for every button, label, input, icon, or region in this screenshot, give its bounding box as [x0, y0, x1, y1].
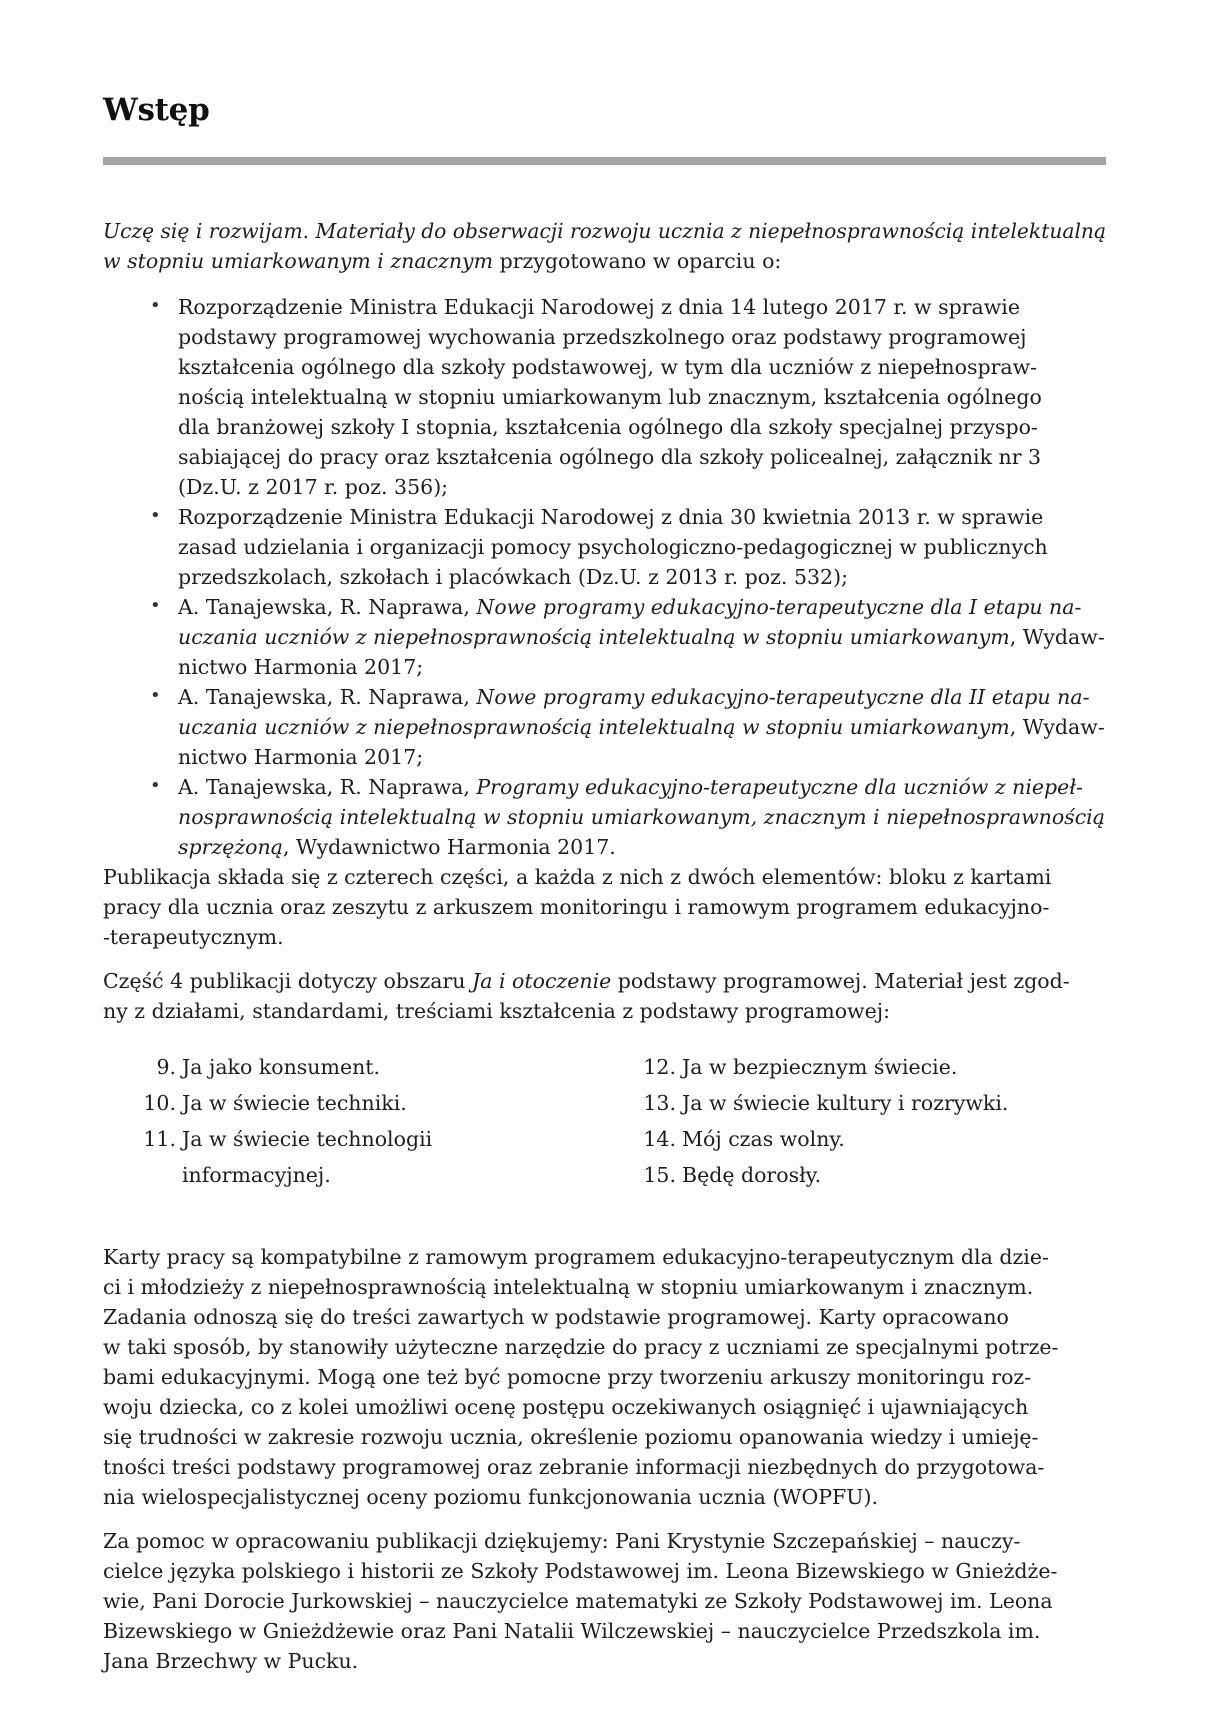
source-1-line: dla branżowej szkoły I stopnia, kształcenia ogólnego dla szkoły specjalnej przyspo- — [178, 415, 1038, 439]
topic-number: 11. — [143, 1127, 176, 1151]
paragraph-line: pracy dla ucznia oraz zeszytu z arkuszem monitoringu i ramowym programem edukacyjno- — [103, 895, 1050, 919]
paragraph-line: Publikacja składa się z czterech części, a każda z nich z dwóch elementów: bloku z kartami — [103, 865, 1052, 889]
topic-item — [140, 1088, 407, 1118]
intro-line-1 — [103, 216, 1107, 246]
topic-item — [640, 1052, 957, 1082]
topic-item — [140, 1052, 380, 1082]
source-authors: A. Tanajewska, R. Naprawa, — [178, 685, 477, 709]
page-title: Wstęp — [103, 92, 210, 128]
paragraph-line: Karty pracy są kompatybilne z ramowym programem edukacyjno-terapeutycznym dla dzie- — [103, 1245, 1049, 1269]
topic-item — [640, 1124, 845, 1154]
bullet-icon: • — [150, 775, 161, 796]
source-2-line: Rozporządzenie Ministra Edukacji Narodowej z dnia 30 kwietnia 2013 r. w sprawie — [178, 505, 1044, 529]
topic-item — [640, 1160, 821, 1190]
topic-number: 9. — [156, 1055, 176, 1079]
paragraph-line: się trudności w zakresie rozwoju ucznia, określenie poziomu opanowania wiedzy i umieję- — [103, 1425, 1039, 1449]
source-3-line: nictwo Harmonia 2017; — [178, 655, 424, 679]
source-title: uczania uczniów z niepełnosprawnością intelektualną w stopniu umiarkowanym — [178, 625, 1010, 649]
paragraph-line: ny z działami, standardami, treściami kształcenia z podstawy programowej: — [103, 999, 890, 1023]
topic-item — [140, 1160, 331, 1190]
topic-text: Ja w bezpiecznym świecie. — [682, 1055, 958, 1079]
topic-item — [640, 1088, 1008, 1118]
topic-text: informacyjnej. — [182, 1163, 331, 1187]
bullet-icon: • — [150, 685, 161, 706]
intro-text: przygotowano w oparciu o: — [493, 249, 782, 273]
topic-number: 15. — [643, 1163, 676, 1187]
source-authors: A. Tanajewska, R. Naprawa, — [178, 595, 477, 619]
source-5-line: nosprawnością intelektualną w stopniu umiarkowanym, znacznym i niepełnosprawnością — [178, 805, 1105, 829]
paragraph-line: bami edukacyjnymi. Mogą one też być pomocne przy tworzeniu arkuszy monitoringu roz- — [103, 1365, 1032, 1389]
source-publisher: , Wydawnictwo Harmonia 2017. — [282, 835, 616, 859]
topic-number: 12. — [643, 1055, 676, 1079]
source-2-line: przedszkolach, szkołach i placówkach (Dz.U. z 2013 r. poz. 532); — [178, 565, 848, 589]
topic-text: Ja w świecie kultury i rozrywki. — [682, 1091, 1009, 1115]
topic-text: Ja jako konsument. — [182, 1055, 381, 1079]
area-name: Ja i otoczenie — [472, 969, 612, 993]
paragraph-line: w taki sposób, by stanowiły użyteczne narzędzie do pracy z uczniami ze specjalnymi potrze- — [103, 1335, 1059, 1359]
source-3-line — [178, 592, 1081, 622]
paragraph-line — [103, 966, 1070, 996]
source-1-line: podstawy programowej wychowania przedszkolnego oraz podstawy programowej — [178, 325, 1027, 349]
bullet-icon: • — [150, 505, 161, 526]
text: podstawy programowej. Materiał jest zgod- — [611, 969, 1070, 993]
source-5-line — [178, 832, 616, 862]
bullet-icon: • — [150, 295, 161, 316]
source-1-line: sabiającej do pracy oraz kształcenia ogólnego dla szkoły policealnej, załącznik nr 3 — [178, 445, 1042, 469]
source-authors: A. Tanajewska, R. Naprawa, — [178, 775, 477, 799]
source-title: uczania uczniów z niepełnosprawnością intelektualną w stopniu umiarkowanym — [178, 715, 1010, 739]
source-5-line — [178, 772, 1083, 802]
bullet-icon: • — [150, 595, 161, 616]
publication-title: Uczę się i rozwijam. Materiały do obserwacji rozwoju ucznia z niepełnosprawnością intelektualną — [103, 219, 1107, 243]
paragraph-line: wie, Pani Dorocie Jurkowskiej – nauczycielce matematyki ze Szkoły Podstawowej im. Leona — [103, 1589, 1053, 1613]
paragraph-line: Za pomoc w opracowaniu publikacji dziękujemy: Pani Krystynie Szczepańskiej – nauczy- — [103, 1529, 1021, 1553]
source-publisher: , Wydaw- — [1009, 625, 1105, 649]
paragraph-line: tności treści podstawy programowej oraz zebranie informacji niezbędnych do przygotowa- — [103, 1455, 1045, 1479]
text: Część 4 publikacji dotyczy obszaru — [103, 969, 472, 993]
source-title: Nowe programy edukacyjno-terapeutyczne dla II etapu na- — [476, 685, 1090, 709]
publication-title-cont: w stopniu umiarkowanym i znacznym — [103, 249, 494, 273]
paragraph-line: Jana Brzechwy w Pucku. — [103, 1649, 359, 1673]
topic-item — [140, 1124, 432, 1154]
topic-text: Ja w świecie techniki. — [182, 1091, 407, 1115]
source-3-line — [178, 622, 1105, 652]
paragraph-line: nia wielospecjalistycznej oceny poziomu funkcjonowania ucznia (WOPFU). — [103, 1485, 879, 1509]
paragraph-line: cielce języka polskiego i historii ze Szkoły Podstawowej im. Leona Bizewskiego w Gnieżdże- — [103, 1559, 1058, 1583]
source-1-line: Rozporządzenie Ministra Edukacji Narodowej z dnia 14 lutego 2017 r. w sprawie — [178, 295, 1020, 319]
source-2-line: zasad udzielania i organizacji pomocy psychologiczno-pedagogicznej w publicznych — [178, 535, 1048, 559]
paragraph-line: ci i młodzieży z niepełnosprawnością intelektualną w stopniu umiarkowanym i znacznym. — [103, 1275, 1034, 1299]
topic-number: 14. — [643, 1127, 676, 1151]
topic-number: 13. — [643, 1091, 676, 1115]
source-4-line — [178, 712, 1105, 742]
intro-line-2 — [103, 246, 781, 276]
topic-text: Mój czas wolny. — [682, 1127, 845, 1151]
source-1-line: nością intelektualną w stopniu umiarkowanym lub znacznym, kształcenia ogólnego — [178, 385, 1042, 409]
source-title: Programy edukacyjno-terapeutyczne dla uczniów z niepeł- — [476, 775, 1083, 799]
title-divider — [103, 157, 1106, 165]
source-4-line — [178, 682, 1090, 712]
topic-number: 10. — [143, 1091, 176, 1115]
paragraph-line: woju dziecka, co z kolei umożliwi ocenę postępu oczekiwanych osiągnięć i ujawniających — [103, 1395, 1029, 1419]
source-4-line: nictwo Harmonia 2017; — [178, 745, 424, 769]
source-publisher: , Wydaw- — [1009, 715, 1105, 739]
source-1-line: (Dz.U. z 2017 r. poz. 356); — [178, 475, 449, 499]
topic-text: Będę dorosły. — [682, 1163, 822, 1187]
topic-text: Ja w świecie technologii — [182, 1127, 433, 1151]
paragraph-line: Bizewskiego w Gnieżdżewie oraz Pani Natalii Wilczewskiej – nauczycielce Przedszkola im. — [103, 1619, 1041, 1643]
source-title: Nowe programy edukacyjno-terapeutyczne dla I etapu na- — [476, 595, 1082, 619]
source-1-line: kształcenia ogólnego dla szkoły podstawowej, w tym dla uczniów z niepełnospraw- — [178, 355, 1038, 379]
paragraph-line: Zadania odnoszą się do treści zawartych w podstawie programowej. Karty opracowano — [103, 1305, 1009, 1329]
source-title: sprzężoną — [178, 835, 283, 859]
paragraph-line: -terapeutycznym. — [103, 925, 284, 949]
